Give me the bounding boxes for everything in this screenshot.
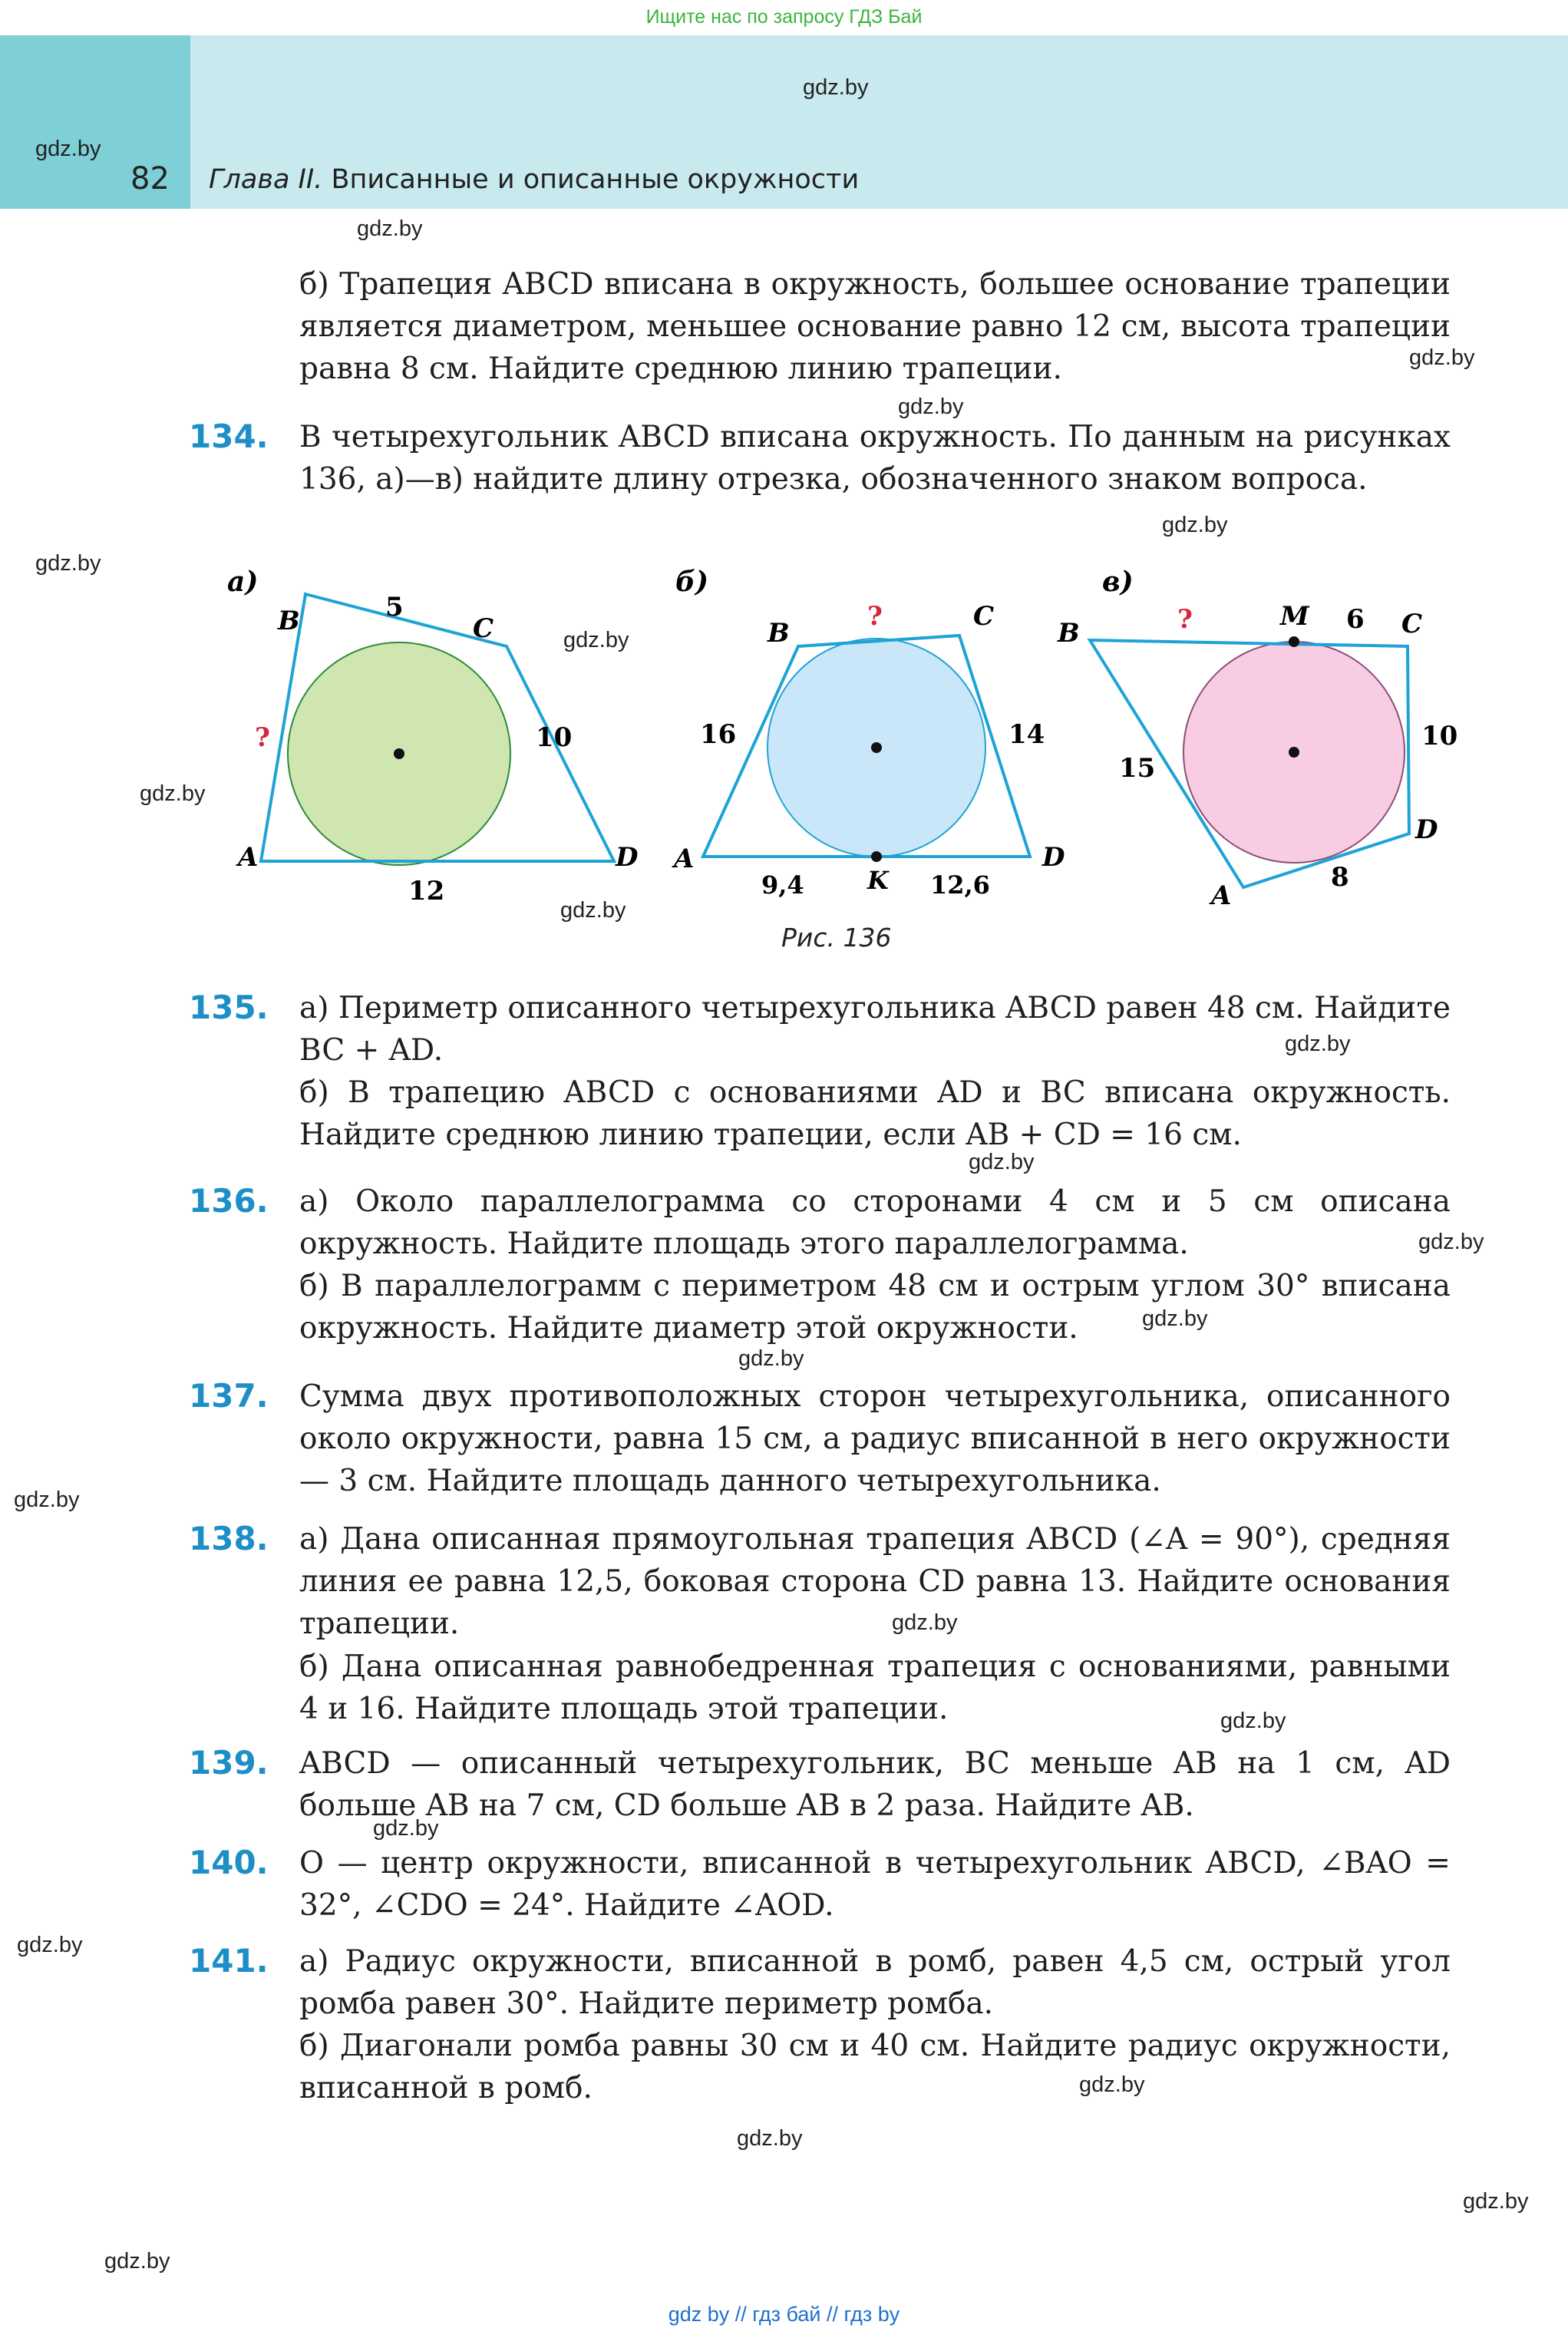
watermark: gdz.by [563,628,629,652]
problem-text: Сумма двух противоположных сторон четырехугольника, описанного около окружности, равна 15 см, а радиус вписанной в него окружности — 3 см. Найдите площадь данного четырехугольника. [299,1379,1451,1498]
watermark: gdz.by [1162,513,1228,537]
side-label: 10 [1421,721,1458,751]
problem-text: а) Периметр описанного четырехугольника ABCD равен 48 см. Найдите BC + AD. [299,991,1451,1068]
figure-a-label: а) [227,566,259,598]
watermark: gdz.by [1285,1032,1351,1056]
problem-number: 141. [189,1942,269,1980]
footer-links[interactable]: gdz by // гдз бай // гдз by [668,2303,900,2326]
problem-text: В четырехугольник ABCD вписана окружность. По данным на рисунках 136, а)—в) найдите длину отрезка, обозначенного знаком вопроса. [299,420,1451,497]
figure-a [227,566,639,906]
problem-number: 139. [189,1744,269,1782]
vertex-b: B [278,606,300,636]
point-m: M [1280,601,1309,632]
watermark: gdz.by [1079,2072,1145,2097]
watermark: gdz.by [1220,1709,1286,1733]
vertex-c: C [1401,609,1423,639]
vertex-b: B [767,618,790,649]
watermark: gdz.by [35,137,101,161]
figure-c-label: в) [1102,566,1134,598]
vertex-b: B [1058,618,1080,649]
problem-text: ABCD — описанный четырехугольник, BC меньше AB на 1 см, AD больше AB на 7 см, CD больше AB в 2 раза. Найдите AB. [299,1746,1451,1823]
vertex-c: C [973,601,995,632]
watermark: gdz.by [140,781,206,806]
watermark: gdz.by [1142,1306,1208,1331]
tangent-point-k [871,851,882,862]
side-label: 6 [1346,604,1365,635]
point-k: K [867,866,889,895]
problem-text: б) В трапецию ABCD с основаниями AD и BC вписана окружность. Найдите среднюю линию трапеции, если AB + CD = 16 см. [299,1075,1451,1152]
unknown-label: ? [1177,604,1193,635]
watermark: gdz.by [104,2249,170,2274]
watermark: gdz.by [35,551,101,576]
problem-number: 138. [189,1520,269,1557]
watermark: gdz.by [14,1488,80,1512]
problem-number: 140. [189,1844,269,1881]
problem-133b-text: б) Трапеция ABCD вписана в окружность, большее основание трапеции является диаметром, меньшее основание равно 12 см, высота трапеции равна 8 см. Найдите среднюю линию трапеции. [299,267,1451,386]
problem-text: а) Дана описанная прямоугольная трапеция ABCD (∠A = 90°), средняя линия ее равна 12,5, боковая сторона CD равна 13. Найдите основания трапеции. [299,1522,1451,1641]
vertex-d: D [616,842,639,873]
watermark: gdz.by [898,395,964,419]
problem-number: 136. [189,1182,269,1220]
side-label: 5 [385,592,404,622]
watermark: gdz.by [357,216,423,241]
unknown-label: ? [255,722,270,753]
problem-text: б) Диагонали ромба равны 30 см и 40 см. Найдите радиус окружности, вписанной в ромб. [299,2029,1451,2105]
vertex-a: A [1211,880,1232,911]
vertex-d: D [1042,842,1065,873]
page-number: 82 [130,161,170,196]
side-label: 10 [536,722,573,753]
vertex-a: A [238,842,259,873]
vertex-d: D [1415,814,1438,845]
side-label: 12,6 [930,870,990,900]
side-label: 14 [1008,719,1045,750]
side-label: 15 [1119,753,1156,784]
center-dot [394,748,404,759]
watermark: gdz.by [17,1933,83,1957]
watermark: gdz.by [803,75,869,100]
problem-number: 135. [189,989,269,1026]
side-label: 8 [1331,862,1349,893]
watermark: gdz.by [738,1346,804,1371]
unknown-label: ? [867,601,883,632]
figure-b-label: б) [675,566,709,598]
problem-number: 137. [189,1377,269,1415]
problem-number: 134. [189,418,269,455]
problem-text: а) Радиус окружности, вписанной в ромб, равен 4,5 см, острый угол ромба равен 30°. Найдите периметр ромба. [299,1944,1451,2021]
watermark: gdz.by [892,1610,958,1635]
center-dot [871,742,882,753]
problem-text: б) В параллелограмм с периметром 48 см и острым углом 30° вписана окружность. Найдите диаметр этой окружности. [299,1269,1451,1346]
problem-text: б) Дана описанная равнобедренная трапеция с основаниями, равными 4 и 16. Найдите площадь этой трапеции. [299,1649,1451,1726]
side-label: 12 [408,876,445,906]
side-label: 9,4 [761,870,804,900]
chapter-title: Глава II. Вписанные и описанные окружности [209,164,860,195]
figure-c [1057,566,1457,911]
vertex-c: C [473,613,494,644]
watermark: gdz.by [1409,345,1475,370]
center-dot [1289,747,1299,758]
watermark: gdz.by [737,2126,803,2151]
tangent-point-m [1289,636,1299,647]
side-label: 16 [700,719,737,750]
watermark: gdz.by [1463,2189,1529,2214]
vertex-a: A [674,844,695,874]
watermark: gdz.by [373,1816,439,1841]
watermark: gdz.by [969,1150,1035,1174]
figure-136 [215,560,1474,959]
watermark: gdz.by [560,898,626,923]
figure-b [672,566,1065,900]
watermark: gdz.by [1418,1230,1484,1254]
problem-text: O — центр окружности, вписанной в четырехугольник ABCD, ∠BAO = 32°, ∠CDO = 24°. Найдите ∠AOD. [299,1846,1451,1923]
figure-caption: Рис. 136 [781,923,892,953]
top-banner[interactable]: Ищите нас по запросу ГДЗ Бай [645,6,923,28]
problem-text: а) Около параллелограмма со сторонами 4 см и 5 см описана окружность. Найдите площадь этого параллелограмма. [299,1184,1451,1261]
